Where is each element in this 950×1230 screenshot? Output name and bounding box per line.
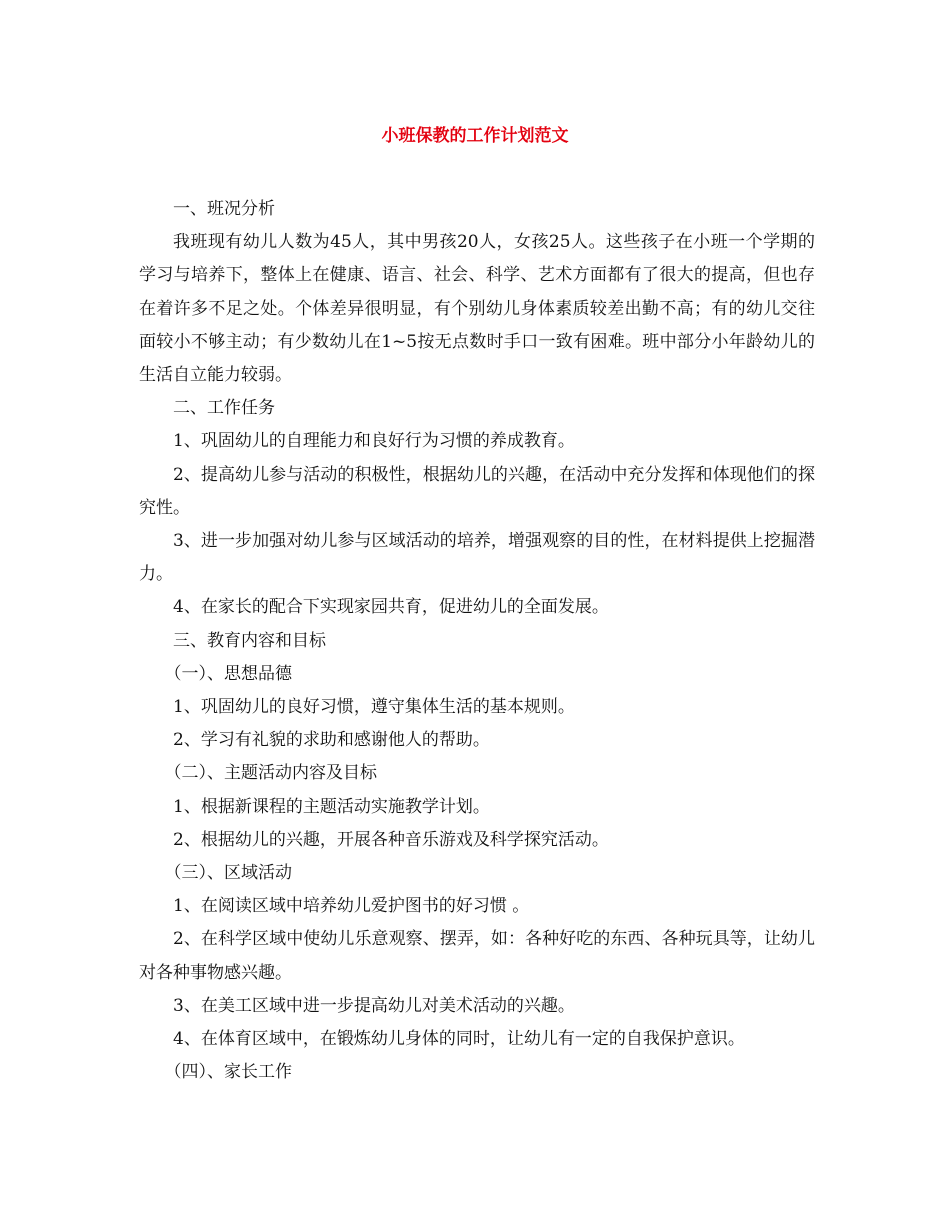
subsection-heading-text: （三）、区域活动 [164, 863, 292, 884]
task-item: 4、在家长的配合下实现家园共育，促进幼儿的全面发展。 [173, 597, 609, 618]
section-heading-education-content: 三、教育内容和目标 [173, 630, 326, 651]
subsection-heading-text: （一）、思想品德 [164, 663, 292, 684]
paragraph-class-analysis: 我班现有幼儿人数为45人，其中男孩20人，女孩25人。这些孩子在小班一个学期的学习与培养下，整体上在健康、语言、社会、科学、艺术方面都有了很大的提高，但也存在着许多不足之处。个体差异很明显，有个别幼儿身体素质较差出勤不高；有的幼儿交往面较小不够主动；有少数幼儿在1~5按无点数时手口一致有困难。班中部分小年龄幼儿的生活自立能力较弱。 [139, 232, 815, 386]
subsection-heading [139, 757, 815, 790]
list-item: 3、在美工区域中进一步提高幼儿对美术活动的兴趣。 [173, 995, 575, 1016]
list-item: 4、在体育区域中，在锻炼幼儿身体的同时，让幼儿有一定的自我保护意识。 [173, 1029, 745, 1050]
task-item: 3、进一步加强对幼儿参与区域活动的培养，增强观察的目的性，在材料提供上挖掘潜力。 [139, 531, 815, 585]
task-item: 1、巩固幼儿的自理能力和良好行为习惯的养成教育。 [173, 431, 575, 452]
subsection-heading-text: （二）、主题活动内容及目标 [164, 763, 377, 784]
list-item: 1、根据新课程的主题活动实施教学计划。 [173, 796, 490, 817]
list-item: 2、在科学区域中使幼儿乐意观察、摆弄，如：各种好吃的东西、各种玩具等，让幼儿对各种事物感兴趣。 [139, 929, 815, 983]
subsection-heading [139, 658, 815, 691]
section-heading-work-tasks: 二、工作任务 [173, 398, 275, 419]
list-item: 2、根据幼儿的兴趣，开展各种音乐游戏及科学探究活动。 [173, 829, 609, 850]
subsection-heading [139, 1056, 815, 1089]
document-body [139, 193, 815, 1089]
list-item: 2、学习有礼貌的求助和感谢他人的帮助。 [173, 730, 490, 751]
document-title: 小班保教的工作计划范文 [381, 126, 569, 146]
list-item: 1、在阅读区域中培养幼儿爱护图书的好习惯 。 [173, 896, 530, 917]
subsection-heading-text: （四）、家长工作 [164, 1062, 292, 1083]
task-item: 2、提高幼儿参与活动的积极性，根据幼儿的兴趣，在活动中充分发挥和体现他们的探究性。 [139, 464, 815, 518]
section-heading-class-analysis: 一、班况分析 [173, 199, 275, 219]
list-item: 1、巩固幼儿的良好习惯，遵守集体生活的基本规则。 [173, 697, 575, 718]
subsection-heading [139, 857, 815, 890]
